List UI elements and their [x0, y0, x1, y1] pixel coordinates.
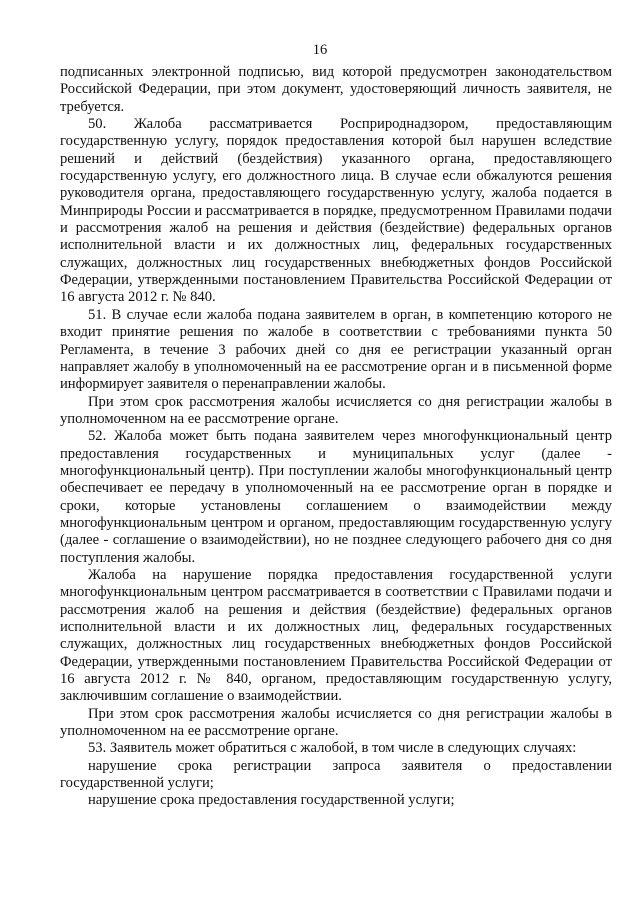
- paragraph-51-term: При этом срок рассмотрения жалобы исчисляется со дня регистрации жалобы в уполномоченном на ее рассмотрение органе.: [60, 393, 612, 427]
- paragraph-52-term: При этом срок рассмотрения жалобы исчисляется со дня регистрации жалобы в уполномоченном на ее рассмотрение органе.: [60, 705, 612, 740]
- paragraph-53: 53. Заявитель может обратиться с жалобой, в том числе в следующих случаях:: [88, 740, 577, 757]
- page-number: 16: [312, 42, 328, 58]
- paragraph-53-case-registration: нарушение срока регистрации запроса заявителя о предоставлении государственной услуги;: [60, 757, 612, 792]
- document-body: [60, 64, 612, 810]
- paragraph-continuation: подписанных электронной подписью, вид которой предусмотрен законодательством Российской Федерации, при этом документ, удостоверяющий личность заявителя, не требуется.: [60, 64, 612, 115]
- paragraph-50: 50. Жалоба рассматривается Росприроднадзором, предоставляющим государственную услугу, порядок предоставления которой был нарушен вследствие решений и действий (бездействия) указанного органа, предоставляющего государственную услугу, его должностного лица. В случае если обжалуются решения руководителя органа, предоставляющего государственную услугу, жалоба подается в Минприроды России и рассматривается в порядке, предусмотренном Правилами подачи и рассмотрения жалоб на решения и действия (бездействие) федеральных органов исполнительной власти и их должностных лиц, федеральных государственных служащих, должностных лиц государственных внебюджетных фондов Российской Федерации, утвержденными постановлением Правительства Российской Федерации от 16 августа 2012 г. № 840.: [60, 116, 612, 306]
- paragraph-52-mfc-complaint: Жалоба на нарушение порядка предоставления государственной услуги многофункциональным центром рассматривается в соответствии с Правилами подачи и рассмотрения жалоб на решения и действия (бездействие) федеральных органов исполнительной власти и их должностных лиц, федеральных государственных служащих, должностных лиц государственных внебюджетных фондов Российской Федерации, утвержденными постановлением Правительства Российской Федерации от 16 августа 2012 г. № 840, органом, предоставляющим государственную услугу, заключившим соглашение о взаимодействии.: [60, 566, 612, 705]
- paragraph-51: 51. В случае если жалоба подана заявителем в орган, в компетенцию которого не входит принятие решения по жалобе в соответствии с требованиями пункта 50 Регламента, в течение 3 рабочих дней со дня ее регистрации указанный орган направляет жалобу в уполномоченный на ее рассмотрение орган и в письменной форме информирует заявителя о перенаправлении жалобы.: [60, 306, 612, 393]
- paragraph-52: 52. Жалоба может быть подана заявителем через многофункциональный центр предоставления государственных и муниципальных услуг (далее - многофункциональный центр). При поступлении жалобы многофункциональный центр обеспечивает ее передачу в уполномоченный на ее рассмотрение орган в порядке и сроки, которые установлены соглашением о взаимодействии между многофункциональным центром и органом, предоставляющим государственную услугу (далее - соглашение о взаимодействии), но не позднее следующего рабочего дня со дня поступления жалобы.: [60, 428, 612, 566]
- paragraph-53-case-deadline: нарушение срока предоставления государственной услуги;: [88, 792, 455, 809]
